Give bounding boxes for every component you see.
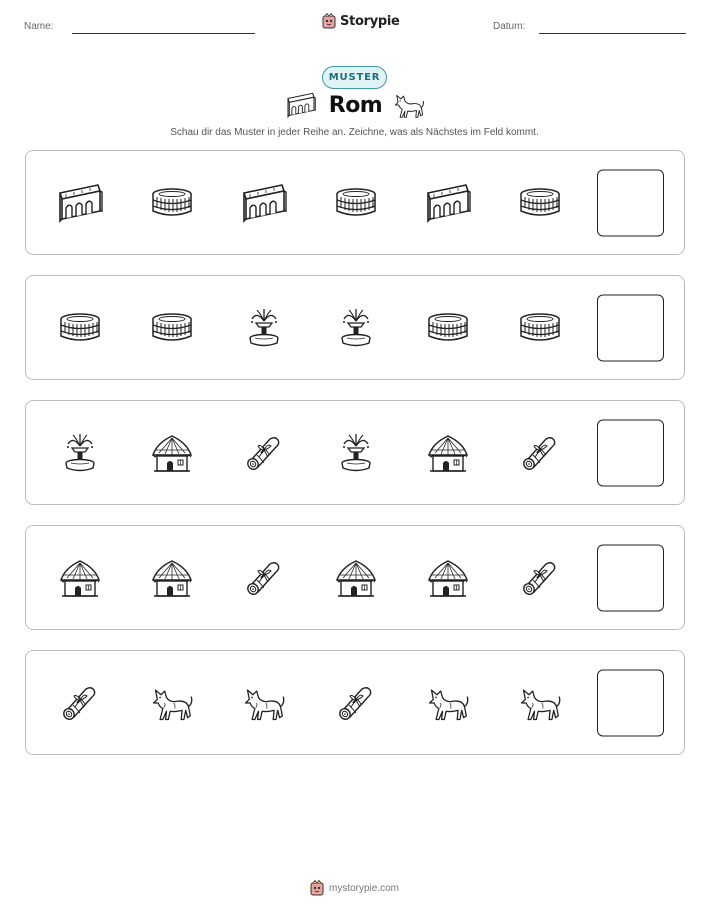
hut-icon bbox=[147, 553, 197, 603]
fountain-icon bbox=[239, 303, 289, 353]
answer-box[interactable] bbox=[597, 294, 664, 361]
aqueduct-icon bbox=[55, 178, 105, 228]
storypie-logo-icon bbox=[322, 13, 336, 29]
instructions: Schau dir das Muster in jeder Reihe an. Zeichne, was als Nächstes im Feld kommt. bbox=[170, 127, 539, 138]
scroll-icon bbox=[239, 428, 289, 478]
pattern-row bbox=[25, 150, 685, 255]
pattern-row bbox=[25, 650, 685, 755]
brand bbox=[322, 13, 400, 29]
hut-icon bbox=[423, 428, 473, 478]
wolf-icon bbox=[423, 678, 473, 728]
title-row bbox=[0, 90, 709, 120]
colosseum-icon bbox=[423, 303, 473, 353]
fountain-icon bbox=[55, 428, 105, 478]
name-label: Name: bbox=[24, 21, 54, 32]
hut-icon bbox=[147, 428, 197, 478]
wolf-icon bbox=[239, 678, 289, 728]
hut-icon bbox=[423, 553, 473, 603]
hut-icon bbox=[331, 553, 381, 603]
colosseum-icon bbox=[515, 178, 565, 228]
answer-box[interactable] bbox=[597, 669, 664, 736]
scroll-icon bbox=[55, 678, 105, 728]
answer-box[interactable] bbox=[597, 169, 664, 236]
aqueduct-icon bbox=[283, 92, 319, 118]
scroll-icon bbox=[239, 553, 289, 603]
wolf-icon bbox=[515, 678, 565, 728]
colosseum-icon bbox=[147, 178, 197, 228]
scroll-icon bbox=[515, 428, 565, 478]
name-line[interactable] bbox=[72, 33, 255, 34]
aqueduct-icon bbox=[239, 178, 289, 228]
fountain-icon bbox=[331, 303, 381, 353]
answer-box[interactable] bbox=[597, 419, 664, 486]
date-line[interactable] bbox=[539, 33, 686, 34]
footer bbox=[0, 880, 709, 896]
storypie-logo-icon bbox=[310, 880, 324, 896]
pattern-row bbox=[25, 525, 685, 630]
colosseum-icon bbox=[147, 303, 197, 353]
pattern-row bbox=[25, 400, 685, 505]
brand-name: Storypie bbox=[340, 13, 400, 29]
scroll-icon bbox=[515, 553, 565, 603]
colosseum-icon bbox=[55, 303, 105, 353]
fountain-icon bbox=[331, 428, 381, 478]
date-label: Datum: bbox=[493, 21, 526, 32]
wolf-icon bbox=[147, 678, 197, 728]
hut-icon bbox=[55, 553, 105, 603]
topic-badge: MUSTER bbox=[322, 66, 387, 89]
colosseum-icon bbox=[331, 178, 381, 228]
answer-box[interactable] bbox=[597, 544, 664, 611]
wolf-icon bbox=[392, 90, 426, 120]
scroll-icon bbox=[331, 678, 381, 728]
footer-url[interactable]: mystorypie.com bbox=[328, 882, 399, 894]
page-title: Rom bbox=[328, 92, 383, 118]
aqueduct-icon bbox=[423, 178, 473, 228]
pattern-row bbox=[25, 275, 685, 380]
colosseum-icon bbox=[515, 303, 565, 353]
